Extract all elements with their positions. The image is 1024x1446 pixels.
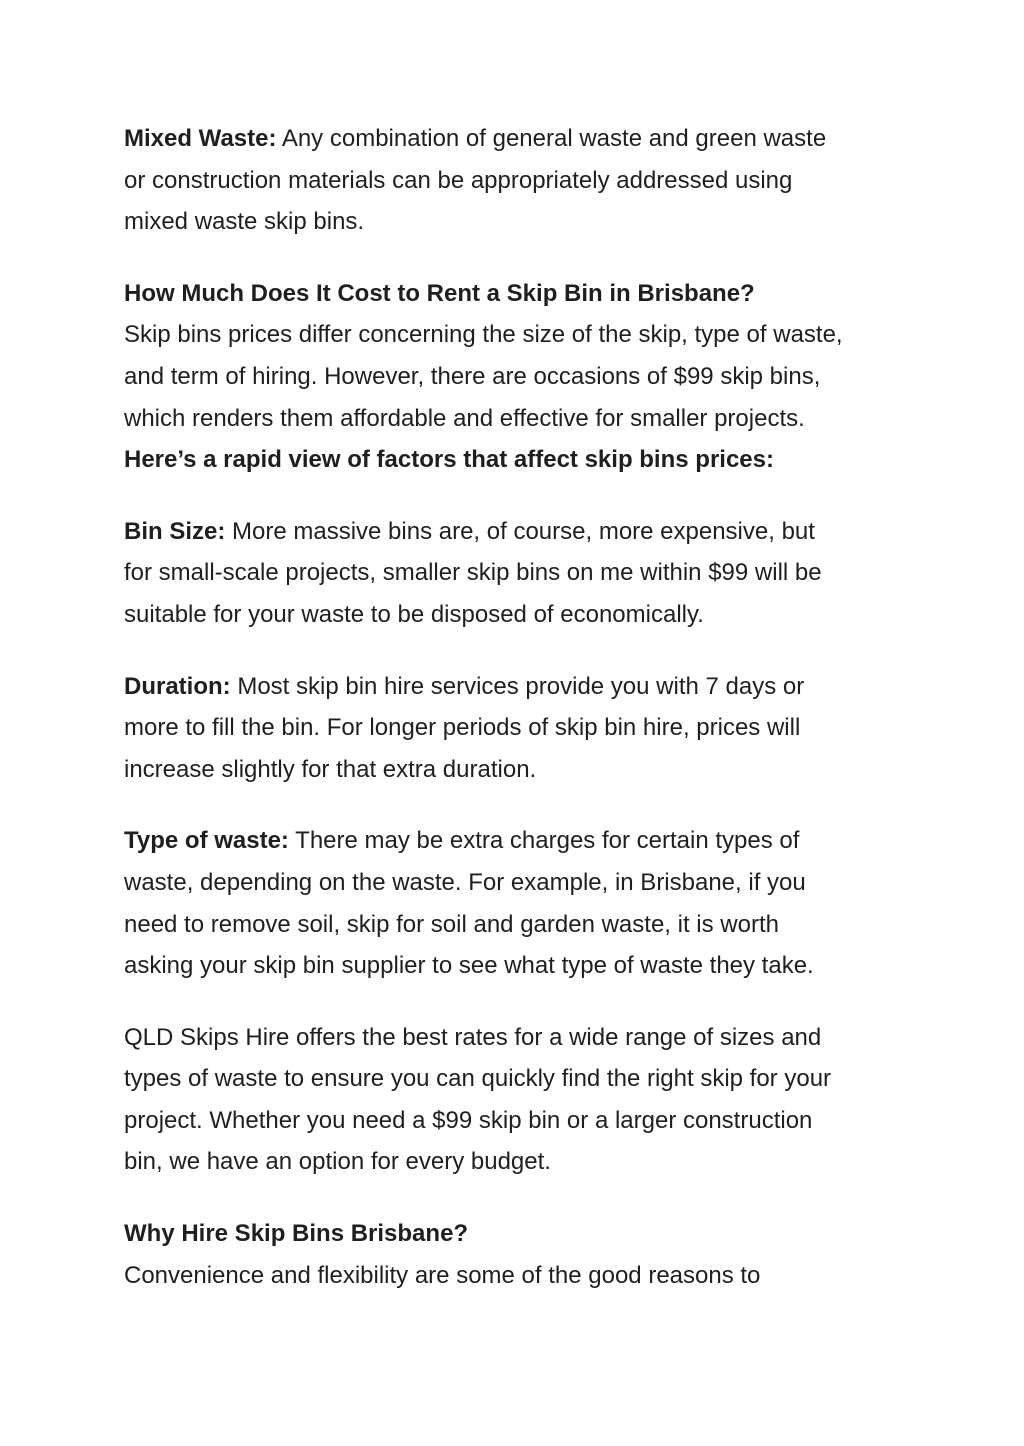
mixed-waste-paragraph: Mixed Waste: Any combination of general waste and green waste or construction materials can be appropriately addressed using mixed waste skip bins.: [124, 125, 827, 236]
mixed-waste-label: Mixed Waste:: [124, 125, 277, 152]
type-of-waste-paragraph: Type of waste: There may be extra charges for certain types of waste, depending on the waste. For example, in Brisbane, if you need to remove soil, skip for soil and garden waste, it is worth asking your skip bin supplier to see what type of waste they take.: [124, 827, 814, 980]
qld-skips-paragraph: QLD Skips Hire offers the best rates for a wide range of sizes and types of waste to ensure you can quickly find the right skip for your project. Whether you need a $99 skip bin or a larger construction bin, we have an option for every budget.: [124, 1023, 832, 1176]
duration-label: Duration:: [124, 672, 231, 700]
bin-size-paragraph: Bin Size: More massive bins are, of course, more expensive, but for small-scale projects, smaller skip bins on me within $99 will be suitable for your waste to be disposed of economically.: [124, 517, 822, 628]
document-page: [124, 118, 914, 1296]
cost-paragraph: How Much Does It Cost to Rent a Skip Bin in Brisbane? Skip bins prices differ concerning the size of the skip, type of waste, and term of hiring. However, there are occasions of $99 skip bins, which renders them affordable and effective for smaller projects. Here’s a rapid view of factors that affect skip bins prices:: [124, 273, 914, 481]
cost-heading: How Much Does It Cost to Rent a Skip Bin in Brisbane?: [124, 279, 755, 307]
bin-size-label: Bin Size:: [124, 517, 226, 545]
cost-subheading: Here’s a rapid view of factors that affect skip bins prices:: [124, 446, 774, 474]
type-of-waste-label: Type of waste:: [124, 827, 289, 855]
why-hire-heading: Why Hire Skip Bins Brisbane?: [124, 1220, 469, 1248]
why-hire-paragraph: Why Hire Skip Bins Brisbane? Convenience and flexibility are some of the good reasons to: [124, 1213, 914, 1296]
duration-paragraph: Duration: Most skip bin hire services provide you with 7 days or more to fill the bin. For longer periods of skip bin hire, prices will increase slightly for that extra duration.: [124, 672, 805, 783]
